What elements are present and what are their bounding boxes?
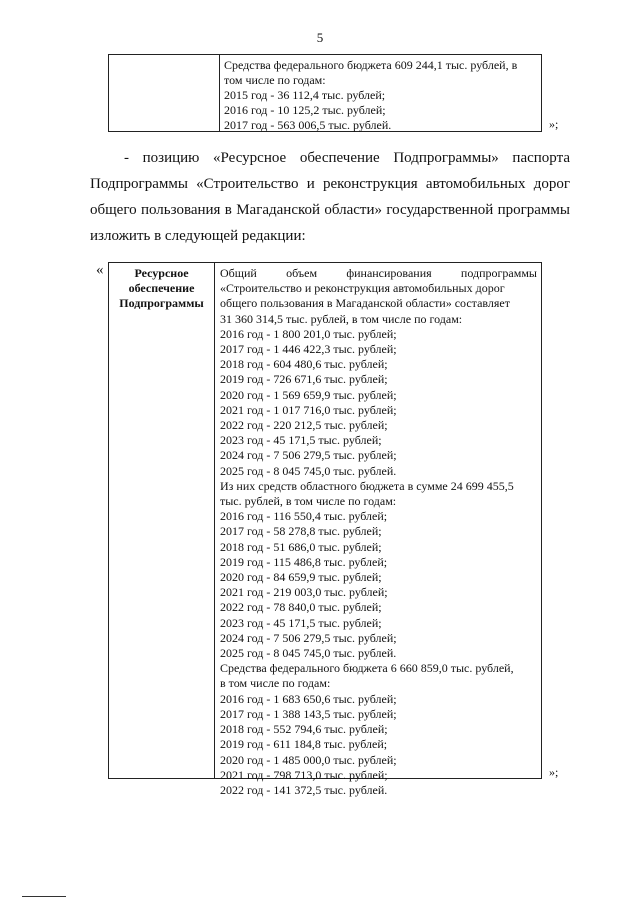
- table-line: 2017 год - 563 006,5 тыс. рублей.: [224, 118, 392, 132]
- table-line: 2020 год - 84 659,9 тыс. рублей;: [220, 570, 382, 585]
- table-line: 2021 год - 1 017 716,0 тыс. рублей;: [220, 402, 397, 417]
- table-line: 2023 год - 45 171,5 тыс. рублей;: [220, 433, 382, 448]
- continued-table-label-cell: [109, 55, 220, 131]
- page-number: 5: [316, 30, 324, 45]
- label-line: обеспечение: [128, 281, 195, 295]
- table-line: 2024 год - 7 506 279,5 тыс. рублей;: [220, 630, 397, 645]
- table-line: 2018 год - 51 686,0 тыс. рублей;: [220, 539, 382, 554]
- paragraph-line: общего пользования в Магаданской области» государственной программы: [90, 202, 570, 218]
- table-line: 2024 год - 7 506 279,5 тыс. рублей;: [220, 448, 397, 463]
- paragraph-line: изложить в следующей редакции:: [90, 228, 306, 244]
- table-line: 2019 год - 115 486,8 тыс. рублей;: [220, 554, 388, 569]
- continued-table-content-cell: [220, 55, 541, 131]
- table-line: 2018 год - 552 794,6 тыс. рублей;: [220, 722, 388, 737]
- table-line: 2022 год - 220 212,5 тыс. рублей;: [220, 418, 388, 433]
- table-line: Общий объем финансирования подпрограммы: [220, 266, 537, 280]
- table-line: 2022 год - 78 840,0 тыс. рублей;: [220, 600, 382, 615]
- table-line: 2017 год - 58 278,8 тыс. рублей;: [220, 524, 382, 539]
- table-line: 2021 год - 219 003,0 тыс. рублей;: [220, 585, 388, 600]
- opening-quote: «: [96, 262, 104, 278]
- table-line: 2023 год - 45 171,5 тыс. рублей;: [220, 615, 382, 630]
- resource-table: [108, 262, 542, 797]
- closing-quote-main: »;: [549, 765, 559, 779]
- table-line: 2025 год - 8 045 745,0 тыс. рублей.: [220, 463, 397, 478]
- table-line: 2016 год - 1 800 201,0 тыс. рублей;: [220, 326, 397, 341]
- table-line: 2015 год - 36 112,4 тыс. рублей;: [224, 88, 386, 102]
- label-line: Подпрограммы: [119, 296, 204, 310]
- table-line: тыс. рублей, в том числе по годам:: [220, 494, 397, 509]
- table-line: Средства федерального бюджета 609 244,1 тыс. рублей, в: [224, 58, 518, 72]
- table-line: 2017 год - 1 388 143,5 тыс. рублей;: [220, 706, 397, 721]
- resource-table-content-cell: [215, 263, 541, 797]
- table-line: 2020 год - 1 569 659,9 тыс. рублей;: [220, 387, 397, 402]
- resource-table-label-cell: [109, 263, 215, 778]
- table-line: в том числе по годам:: [220, 676, 331, 691]
- table-line: 31 360 314,5 тыс. рублей, в том числе по годам:: [220, 311, 463, 326]
- table-line: 2016 год - 10 125,2 тыс. рублей;: [224, 103, 386, 117]
- table-line: Из них средств областного бюджета в сумме 24 699 455,5: [220, 478, 514, 493]
- label-line: Ресурсное: [134, 266, 189, 280]
- paragraph-line: Подпрограммы «Строительство и реконструкция автомобильных дорог: [90, 176, 570, 192]
- table-line: 2020 год - 1 485 000,0 тыс. рублей;: [220, 752, 397, 767]
- paragraph-line: - позицию «Ресурсное обеспечение Подпрограммы» паспорта: [124, 150, 570, 166]
- table-line: 2018 год - 604 480,6 тыс. рублей;: [220, 357, 388, 372]
- table-line: 2019 год - 611 184,8 тыс. рублей;: [220, 737, 388, 752]
- table-line: 2019 год - 726 671,6 тыс. рублей;: [220, 372, 388, 387]
- table-line: 2021 год - 798 713,0 тыс. рублей;: [220, 767, 388, 782]
- closing-quote-top: »;: [549, 117, 559, 131]
- table-line: 2017 год - 1 446 422,3 тыс. рублей;: [220, 342, 397, 357]
- instruction-paragraph: [90, 145, 570, 249]
- table-line: общего пользования в Магаданской области» составляет: [220, 296, 510, 311]
- table-line: Средства федерального бюджета 6 660 859,0 тыс. рублей,: [220, 661, 514, 676]
- table-line: 2016 год - 1 683 650,6 тыс. рублей;: [220, 691, 397, 706]
- table-line: 2016 год - 116 550,4 тыс. рублей;: [220, 509, 388, 524]
- table-line: 2025 год - 8 045 745,0 тыс. рублей.: [220, 646, 397, 661]
- table-line: том числе по годам:: [224, 73, 326, 87]
- footer-divider: [22, 896, 66, 897]
- table-line: 2022 год - 141 372,5 тыс. рублей.: [220, 782, 388, 797]
- continued-table: [108, 54, 542, 132]
- table-line: «Строительство и реконструкция автомобильных дорог: [220, 281, 505, 296]
